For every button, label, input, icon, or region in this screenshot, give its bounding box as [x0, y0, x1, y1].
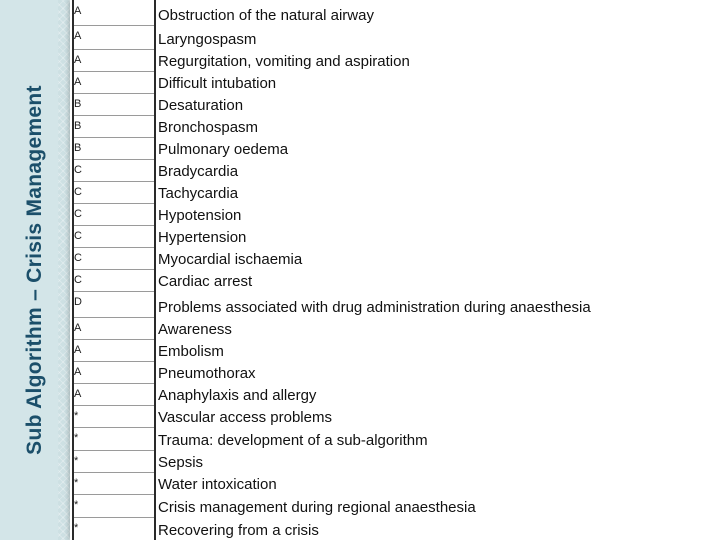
row-description: Regurgitation, vomiting and aspiration	[158, 53, 410, 70]
row-separator	[74, 25, 154, 26]
table-row	[74, 517, 720, 540]
row-description: Cardiac arrest	[158, 273, 253, 290]
row-separator	[74, 115, 154, 116]
row-code: *	[74, 499, 79, 511]
row-code: A	[74, 344, 82, 356]
row-separator	[74, 383, 154, 384]
table-row	[74, 159, 720, 181]
row-code: D	[74, 296, 82, 308]
row-code: A	[74, 322, 82, 334]
row-separator	[74, 137, 154, 138]
row-description: Laryngospasm	[158, 31, 257, 48]
table-row	[74, 71, 720, 93]
row-separator	[74, 225, 154, 226]
title-container	[0, 0, 70, 540]
table-row	[74, 405, 720, 427]
table-row	[74, 361, 720, 383]
table-row	[74, 339, 720, 361]
table-row	[74, 317, 720, 339]
row-description: Bradycardia	[158, 163, 239, 180]
table-row	[74, 427, 720, 450]
row-description: Tachycardia	[158, 185, 239, 202]
row-code: *	[74, 410, 79, 422]
row-description: Bronchospasm	[158, 119, 259, 136]
row-separator	[74, 181, 154, 182]
row-separator	[74, 317, 154, 318]
row-separator	[74, 247, 154, 248]
table-row	[74, 383, 720, 405]
row-description: Water intoxication	[158, 476, 277, 493]
row-description: Desaturation	[158, 97, 244, 114]
row-description: Embolism	[158, 343, 224, 360]
row-code: A	[74, 366, 82, 378]
table-row	[74, 0, 720, 25]
table-row	[74, 25, 720, 49]
table-row	[74, 472, 720, 494]
row-separator	[74, 291, 154, 292]
row-code: B	[74, 142, 82, 154]
row-code: *	[74, 455, 79, 467]
row-description: Anaphylaxis and allergy	[158, 387, 317, 404]
table-row	[74, 49, 720, 71]
row-description: Hypotension	[158, 207, 242, 224]
row-code: *	[74, 522, 79, 534]
table-row	[74, 247, 720, 269]
table-row	[74, 93, 720, 115]
table-row	[74, 137, 720, 159]
row-separator	[74, 93, 154, 94]
row-separator	[74, 269, 154, 270]
row-separator	[74, 159, 154, 160]
row-description: Pneumothorax	[158, 365, 256, 382]
row-code: B	[74, 98, 82, 110]
row-code: A	[74, 5, 82, 17]
table-row	[74, 225, 720, 247]
row-separator	[74, 472, 154, 473]
row-code: A	[74, 30, 82, 42]
row-code: *	[74, 432, 79, 444]
row-description: Pulmonary oedema	[158, 141, 289, 158]
row-separator	[74, 450, 154, 451]
row-separator	[74, 339, 154, 340]
row-code: B	[74, 120, 82, 132]
row-description: Hypertension	[158, 229, 247, 246]
table-row	[74, 450, 720, 472]
row-code: C	[74, 164, 82, 176]
table-row	[74, 291, 720, 317]
row-description: Trauma: development of a sub-algorithm	[158, 432, 428, 449]
row-code: C	[74, 252, 82, 264]
row-code: *	[74, 477, 79, 489]
row-code: A	[74, 388, 82, 400]
row-code: C	[74, 274, 82, 286]
row-separator	[74, 49, 154, 50]
row-description: Awareness	[158, 321, 232, 338]
row-code: A	[74, 76, 82, 88]
table-row	[74, 269, 720, 291]
crisis-table-rows	[74, 0, 720, 540]
row-separator	[74, 517, 154, 518]
row-separator	[74, 427, 154, 428]
row-description: Myocardial ischaemia	[158, 251, 303, 268]
table-row	[74, 203, 720, 225]
row-description: Obstruction of the natural airway	[158, 7, 374, 24]
slide-title: Sub Algorithm – Crisis Management	[23, 85, 46, 455]
row-code: C	[74, 208, 82, 220]
row-separator	[74, 203, 154, 204]
table-row	[74, 115, 720, 137]
table-row	[74, 494, 720, 517]
row-description: Sepsis	[158, 454, 204, 471]
row-separator	[74, 494, 154, 495]
row-description: Crisis management during regional anaesthesia	[158, 499, 476, 516]
row-separator	[74, 361, 154, 362]
row-separator	[74, 405, 154, 406]
row-code: C	[74, 230, 82, 242]
row-description: Difficult intubation	[158, 75, 277, 92]
row-code: C	[74, 186, 82, 198]
table-row	[74, 181, 720, 203]
row-code: A	[74, 54, 82, 66]
row-separator	[74, 71, 154, 72]
row-description: Vascular access problems	[158, 409, 332, 426]
row-description: Problems associated with drug administration during anaesthesia	[158, 299, 591, 316]
row-description: Recovering from a crisis	[158, 522, 319, 539]
